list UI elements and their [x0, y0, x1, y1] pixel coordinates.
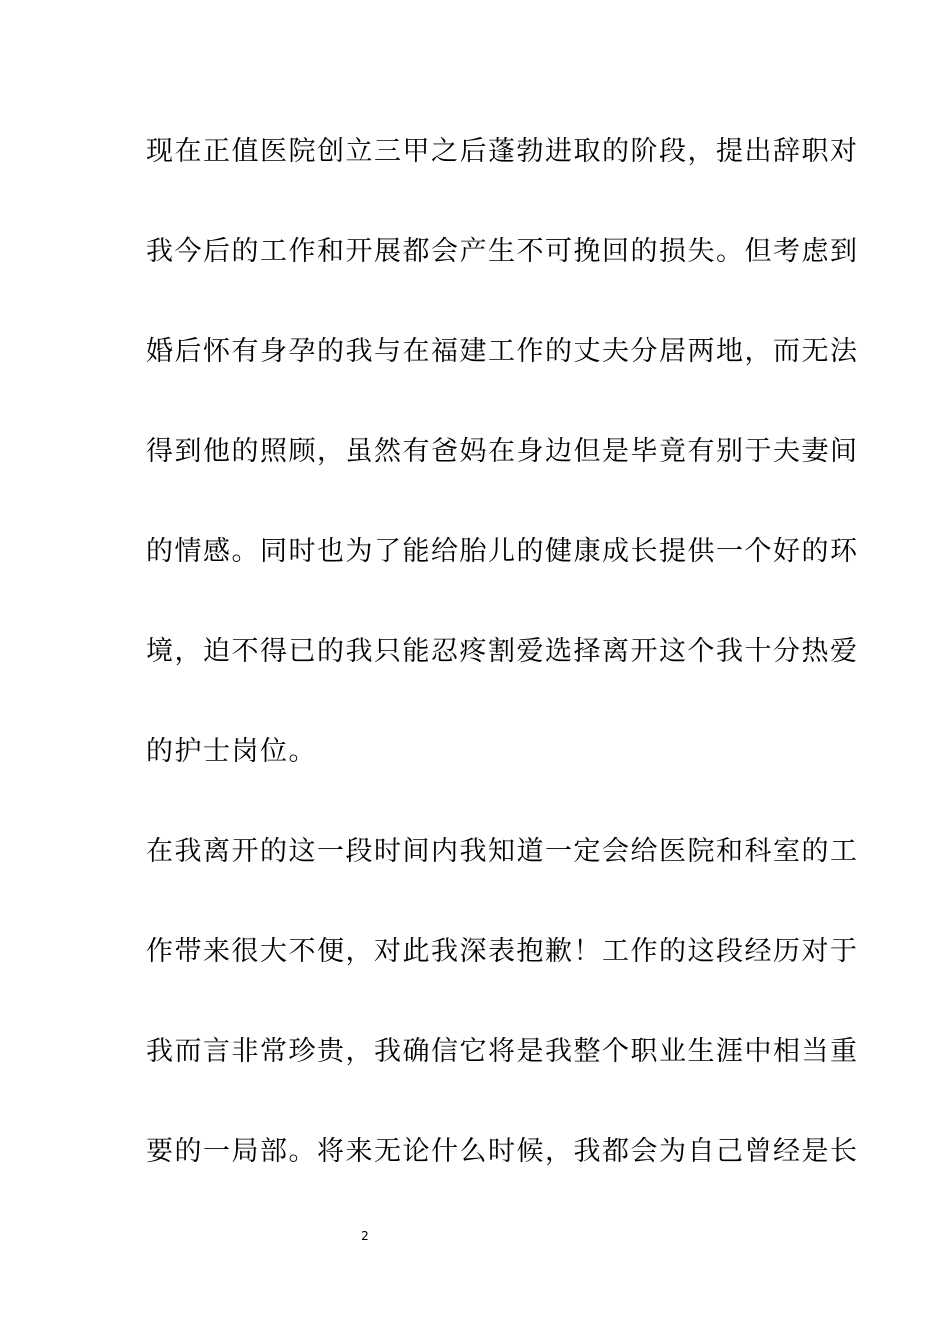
- paragraph-line: 我而言非常珍贵，我确信它将是我整个职业生涯中相当重: [146, 1036, 859, 1067]
- page-number: 2: [361, 1229, 369, 1243]
- paragraph-line: 我今后的工作和开展都会产生不可挽回的损失。但考虑到: [146, 236, 859, 267]
- paragraph-line: 要的一局部。将来无论什么时候，我都会为自己曾经是长: [146, 1136, 859, 1167]
- paragraph-line: 得到他的照顾，虽然有爸妈在身边但是毕竟有别于夫妻间: [146, 436, 859, 467]
- paragraph-line: 的情感。同时也为了能给胎儿的健康成长提供一个好的环: [146, 536, 859, 567]
- paragraph-line: 作带来很大不便，对此我深表抱歉！工作的这段经历对于: [146, 936, 859, 967]
- paragraph-line: 境，迫不得已的我只能忍疼割爱选择离开这个我十分热爱: [146, 636, 859, 667]
- paragraph-line: 的护士岗位。: [146, 736, 317, 767]
- paragraph-line: 现在正值医院创立三甲之后蓬勃进取的阶段，提出辞职对: [146, 136, 859, 167]
- paragraph-line: 在我离开的这一段时间内我知道一定会给医院和科室的工: [146, 836, 859, 867]
- paragraph-line: 婚后怀有身孕的我与在福建工作的丈夫分居两地，而无法: [146, 336, 859, 367]
